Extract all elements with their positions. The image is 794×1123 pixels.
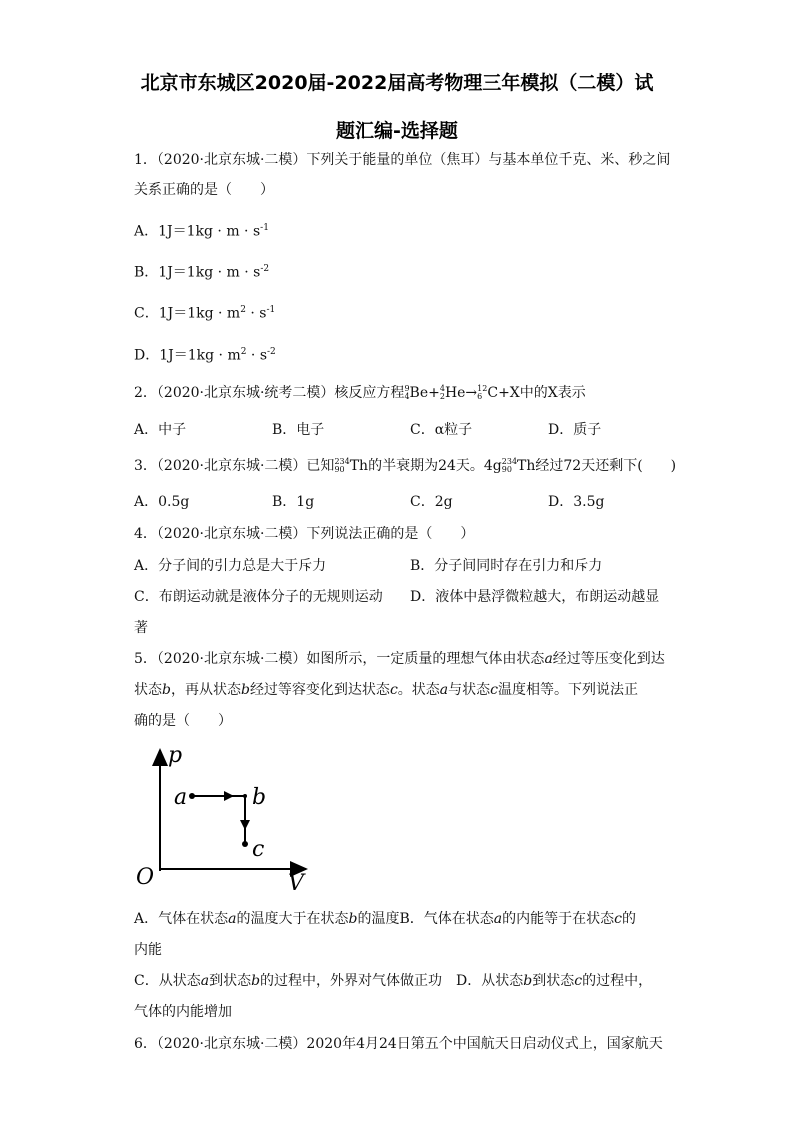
q3-option-b: B．1g: [272, 494, 315, 510]
arrow-a-b: [224, 791, 234, 801]
page-title-line2: 题汇编-选择题: [336, 120, 458, 142]
q4-option-d: D．液体中悬浮微粒越大，布朗运动越显: [410, 589, 660, 605]
point-b: [243, 794, 247, 798]
q1-stem-line1: 1．（2020·北京东城·二模）下列关于能量的单位（焦耳）与基本单位千克、米、秒之间: [134, 152, 671, 168]
q1-option-d: D．$1J=1kg \cdot m^2 \cdot s^{-2}$: [134, 347, 276, 364]
point-c-label: c: [252, 837, 265, 862]
q1-option-b: B．$1J=1kg \cdot m \cdot s^{-2}$: [134, 264, 270, 281]
q2-option-d: D．质子: [548, 422, 602, 438]
q4-option-c: C．布朗运动就是液体分子的无规则运动: [134, 589, 383, 605]
q5-stem-line1: 5．（2020·北京东城·二模）如图所示，一定质量的理想气体由状态a经过等压变化到达: [134, 651, 665, 667]
q5-options-line3: C．从状态a到状态b的过程中，外界对气体做正功 D．从状态b到状态c的过程中，: [134, 973, 653, 989]
q2-option-c: C．α粒子: [410, 422, 473, 438]
q5-stem-line2: 状态b，再从状态b经过等容变化到达状态c。状态a与状态c温度相等。下列说法正: [134, 682, 638, 698]
point-a-label: a: [174, 785, 188, 810]
v-axis-label: V: [288, 871, 304, 896]
q4-option-d-continued: 著: [134, 620, 148, 636]
q1-stem-line2: 关系正确的是（ ）: [134, 182, 274, 198]
q4-option-a: A．分子间的引力总是大于斥力: [134, 558, 327, 574]
q1-option-c: C．$1J=1kg \cdot m^2 \cdot s^{-1}$: [134, 305, 276, 322]
q1-option-a: A．$1J=1kg \cdot m \cdot s^{-1}$: [134, 223, 269, 240]
p-axis-label: p: [168, 743, 183, 768]
q5-options-line2: 内能: [134, 942, 162, 958]
q5-options-line1: A．气体在状态a的温度大于在状态b的温度B．气体在状态a的内能等于在状态c的: [134, 911, 636, 927]
q2-option-b: B．电子: [272, 422, 325, 438]
pv-diagram: [128, 738, 318, 898]
q5-options-line4: 气体的内能增加: [134, 1004, 232, 1020]
q4-stem: 4．（2020·北京东城·二模）下列说法正确的是（ ）: [134, 526, 475, 542]
q2-option-a: A．中子: [134, 422, 187, 438]
q4-option-b: B．分子间同时存在引力和斥力: [410, 558, 603, 574]
q3-stem: 3．（2020·北京东城·二模）已知 234 90 Th的半衰期为24天。4g 234 90 Th经过72天还剩下( ): [134, 457, 677, 474]
page-title-line1: 北京市东城区2020届-2022届高考物理三年模拟（二模）试: [140, 72, 654, 94]
q3-option-d: D．3.5g: [548, 494, 605, 510]
q5-stem-line3: 确的是（ ）: [134, 713, 232, 729]
point-b-label: b: [252, 785, 267, 810]
q3-option-a: A．0.5g: [134, 494, 190, 510]
origin-label: O: [136, 865, 155, 890]
arrow-b-c: [240, 820, 250, 830]
point-a: [189, 793, 195, 799]
q2-stem: 2．（2020·北京东城·统考二模）核反应方程 9 4 Be+ 4 2 He→ 12 6 C+X中的X表示: [134, 384, 586, 401]
point-c: [242, 841, 248, 847]
q6-stem: 6．（2020·北京东城·二模）2020年4月24日第五个中国航天日启动仪式上，国家航天: [134, 1036, 663, 1052]
q3-option-c: C．2g: [410, 494, 453, 510]
